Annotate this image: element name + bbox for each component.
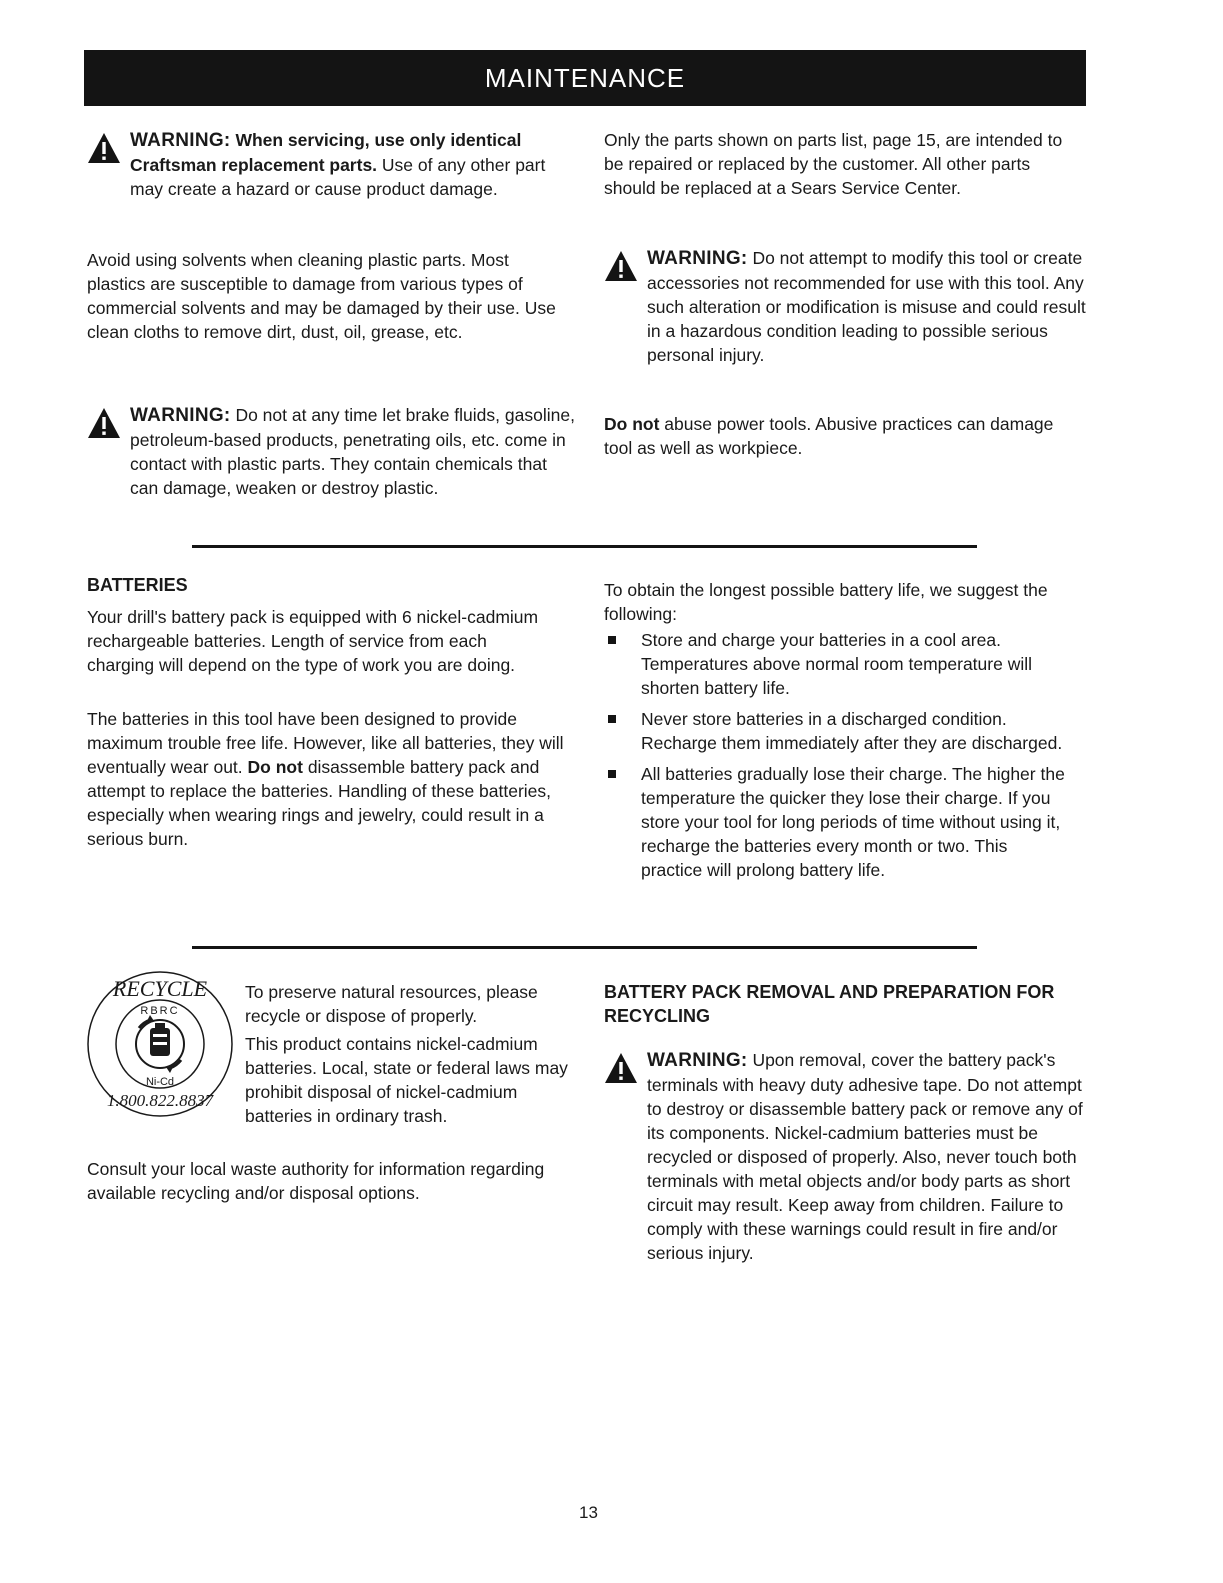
batteries-p2-text-a: The batteries in this tool have been designed to provide maximum trouble free life. However, like all batteries, they will eventually wear out. <box>87 709 564 777</box>
abuse-bold: Do not <box>604 414 660 434</box>
warning-battery-pack <box>604 1048 1089 1265</box>
battery-tips-list <box>604 628 1069 889</box>
battery-life-intro: To obtain the longest possible battery life, we suggest the following: <box>604 580 1048 624</box>
warning-text: Use of any other part may create a hazard or cause product damage. <box>130 155 546 199</box>
square-bullet-icon <box>608 715 616 723</box>
solvents-paragraph: Avoid using solvents when cleaning plastic parts. Most plastics are susceptible to damage from various types of commercial solvents and may be damaged by their use. Use clean cloths to remove dirt, dust, oil, grease, etc. <box>87 250 556 342</box>
section-title: MAINTENANCE <box>484 62 686 93</box>
warning-triangle-icon <box>604 250 638 282</box>
warning-text: Do not attempt to modify this tool or create accessories not recommended for use with this tool. Any such alteration or modification is misuse and could result in a hazardous condition leading to possible serious personal injury. <box>647 248 1086 365</box>
warning-identical-parts <box>87 128 577 201</box>
seal-org-text: RBRC <box>140 1005 180 1017</box>
square-bullet-icon <box>608 770 616 778</box>
warning-bold-text: When servicing, use only identical Craftsman replacement parts. <box>130 130 522 175</box>
list-item: Store and charge your batteries in a cool area. Temperatures above normal room temperature will shorten battery life. <box>604 628 1069 700</box>
seal-phone-text: 1.800.822.8837 <box>106 1091 214 1110</box>
battery-pack-heading: BATTERY PACK REMOVAL AND PREPARATION FOR RECYCLING <box>604 982 1055 1026</box>
warning-triangle-icon <box>87 132 121 164</box>
warning-brake-fluids <box>87 403 577 500</box>
batteries-p2-text-b: disassemble battery pack and attempt to replace the batteries. Handling of these batteries, especially when wearing rings and jewelry, could result in a serious burn. <box>87 757 552 849</box>
section-divider <box>192 545 977 548</box>
abuse-paragraph <box>604 412 1074 460</box>
section-divider <box>192 946 977 949</box>
section-banner <box>84 50 1086 106</box>
warning-keyword: WARNING: <box>130 405 231 426</box>
warning-triangle-icon <box>604 1052 638 1084</box>
recycle-paragraph-2: This product contains nickel-cadmium batteries. Local, state or federal laws may prohibit disposal of nickel-cadmium batteries in ordinary trash. <box>245 1034 568 1126</box>
warning-keyword: WARNING: <box>130 130 231 151</box>
page-number: 13 <box>579 1503 598 1522</box>
warning-keyword: WARNING: <box>647 1050 748 1071</box>
warning-text: Upon removal, cover the battery pack's terminals with heavy duty adhesive tape. Do not attempt to destroy or disassemble battery pack or remove any of its components. Nickel-cadmium batteries must be recycled or disposed of properly. Also, never touch both terminals with metal objects and/or body parts as short circuit may result. Keep away from children. Failure to comply with these warnings could result in fire and/or serious injury. <box>647 1050 1083 1263</box>
batteries-heading: BATTERIES <box>87 575 188 595</box>
parts-list-paragraph: Only the parts shown on parts list, page 15, are intended to be repaired or replaced by the customer. All other parts should be replaced at a Sears Service Center. <box>604 130 1063 198</box>
warning-triangle-icon <box>87 407 121 439</box>
abuse-text: abuse power tools. Abusive practices can damage tool as well as workpiece. <box>604 414 1054 458</box>
recycle-paragraph-3: Consult your local waste authority for information regarding available recycling and/or disposal options. <box>87 1159 545 1203</box>
warning-modify-tool <box>604 246 1089 367</box>
list-item: All batteries gradually lose their charge. The higher the temperature the quicker they lose their charge. If you store your tool for long periods of time without using it, recharge the batteries every month or two. This practice will prolong battery life. <box>604 762 1069 882</box>
rbrc-recycle-seal-icon <box>84 968 236 1120</box>
list-item: Never store batteries in a discharged condition. Recharge them immediately after they are discharged. <box>604 707 1069 755</box>
batteries-paragraph-2 <box>87 707 572 851</box>
batteries-paragraph-1: Your drill's battery pack is equipped with 6 nickel-cadmium rechargeable batteries. Length of service from each charging will depend on the type of work you are doing. <box>87 607 539 675</box>
warning-text: Do not at any time let brake fluids, gasoline, petroleum-based products, penetrating oils, etc. come in contact with plastic parts. They contain chemicals that can damage, weaken or destroy plastic. <box>130 405 575 498</box>
recycle-paragraph-1: To preserve natural resources, please recycle or dispose of properly. <box>245 982 538 1026</box>
warning-keyword: WARNING: <box>647 248 748 269</box>
batteries-p2-bold: Do not <box>247 757 303 777</box>
seal-chem-text: Ni-Cd <box>145 1076 175 1088</box>
square-bullet-icon <box>608 636 616 644</box>
seal-top-text: RECYCLE <box>112 976 208 1001</box>
